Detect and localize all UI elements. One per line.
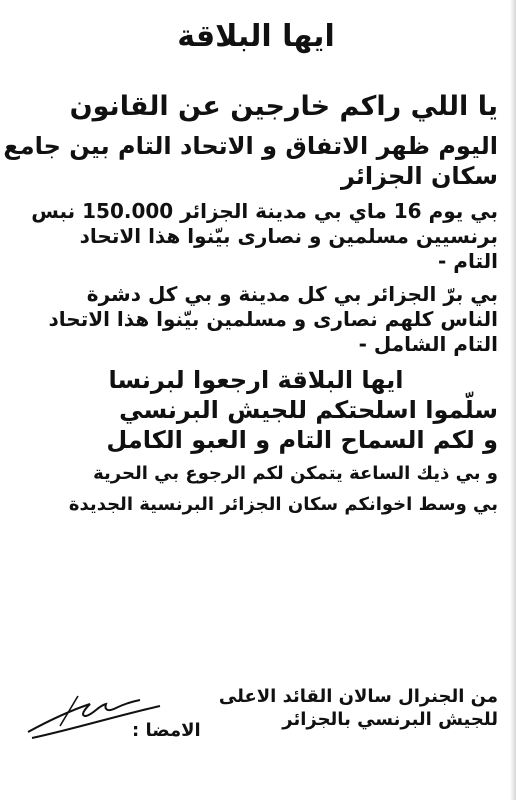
text-line: التام - [438, 249, 498, 274]
sender-line: من الجنرال سالان القائد الاعلى [218, 686, 498, 707]
sender-line: للجيش البرنسي بالجزائر [282, 708, 498, 730]
text-line: اليوم ظهر الاتفاق و الاتحاد التام بين جامع [3, 132, 498, 161]
signature-label: الامضا : [132, 720, 201, 741]
text-line: سكان الجزائر [340, 162, 498, 191]
sender-block [219, 686, 498, 731]
text-line: بي وسط اخوانكم سكان الجزائر البرنسية الجديدة [68, 493, 498, 515]
text-line: بي يوم 16 ماي بي مدينة الجزائر 150.000 نبس [31, 199, 498, 224]
leaflet-title: ايها البلاقة [177, 19, 335, 54]
text-line: سلّموا اسلحتكم للجيش البرنسي [119, 396, 498, 425]
text-line: و بي ذيك الساعة يتمكن لكم الرجوع بي الحرية [93, 463, 498, 485]
signature-area [14, 686, 498, 782]
page-edge [510, 0, 516, 800]
text-line: الناس كلهم نصارى و مسلمين بيّنوا هذا الاتحاد [48, 307, 498, 332]
text-line: ايها البلاقة ارجعوا لبرنسا [108, 366, 404, 395]
handwritten-signature [20, 686, 170, 746]
text-line: برنسيين مسلمين و نصارى بيّنوا هذا الاتحاد [79, 224, 498, 249]
text-line: التام الشامل - [358, 332, 498, 357]
text-line: يا اللي راكم خارجين عن القانون [69, 90, 498, 122]
text-line: بي برّ الجزائر بي كل مدينة و بي كل دشرة [86, 282, 498, 307]
text-line: و لكم السماح التام و العبو الكامل [106, 426, 498, 455]
